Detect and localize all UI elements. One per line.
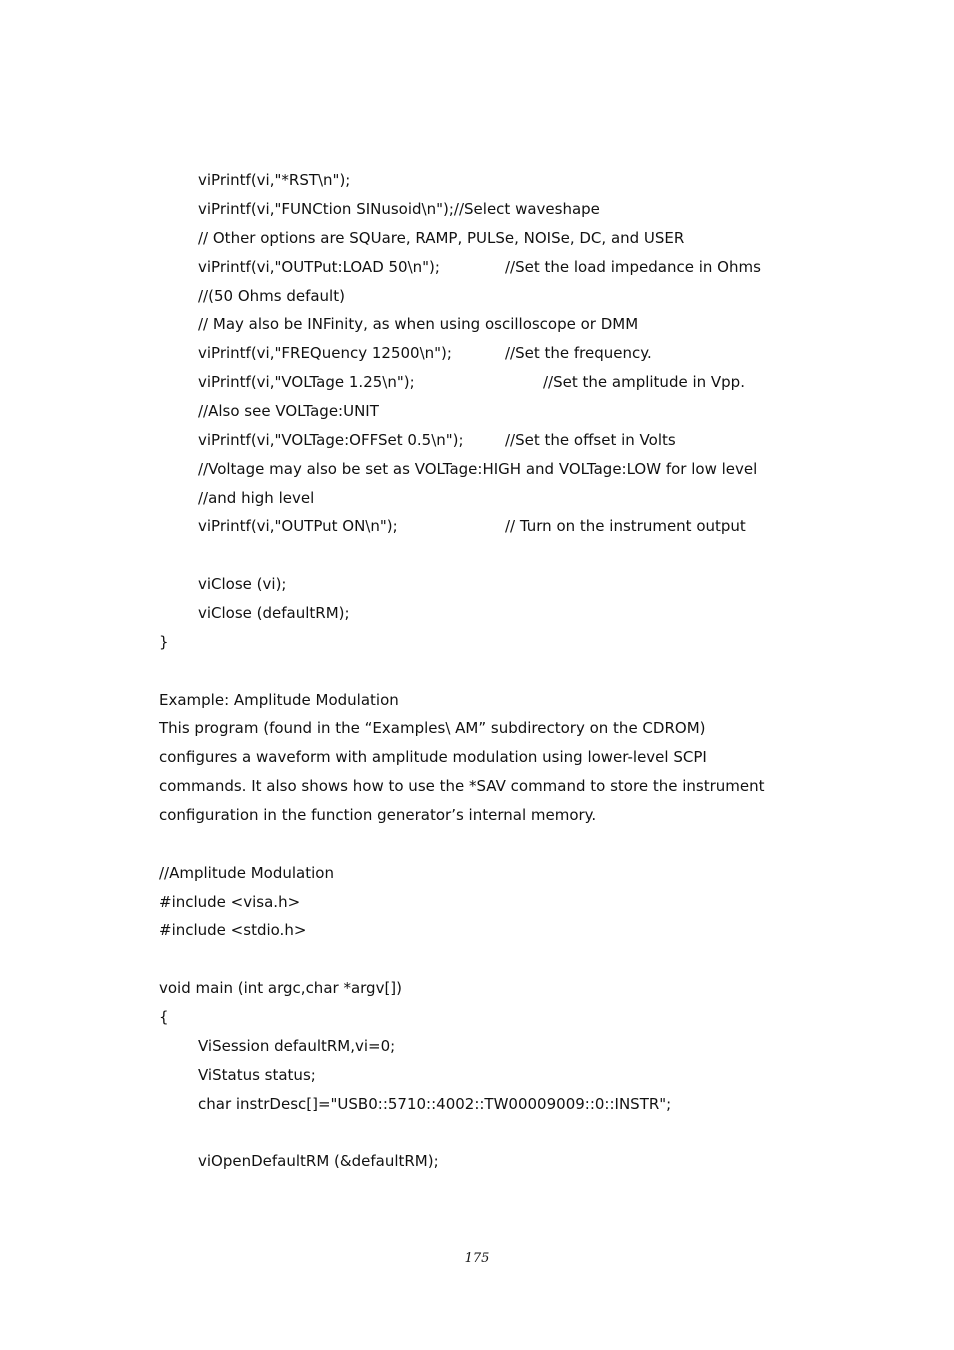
code-line: viPrintf(vi,"OUTPut ON\n"); // Turn on the instrument output	[198, 517, 746, 535]
code-line: //(50 Ohms default)	[198, 287, 345, 305]
code-line: viPrintf(vi,"*RST\n");	[198, 171, 351, 189]
code-line: ViSession defaultRM,vi=0;	[198, 1037, 396, 1055]
code-line: }	[159, 633, 169, 651]
code-comment: //Set the load impedance in Ohms	[505, 258, 761, 276]
code-line: ViStatus status;	[198, 1066, 316, 1084]
paragraph-line: configures a waveform with amplitude modulation using lower-level SCPI	[159, 748, 707, 766]
example-title: Example: Amplitude Modulation	[159, 691, 399, 709]
page-number: 175	[464, 1251, 490, 1266]
code-line: viOpenDefaultRM (&defaultRM);	[198, 1152, 439, 1170]
code-line: // Other options are SQUare, RAMP, PULSe, NOISe, DC, and USER	[198, 229, 685, 247]
code-line: #include <stdio.h>	[159, 921, 307, 939]
code-line: // May also be INFinity, as when using oscilloscope or DMM	[198, 315, 639, 333]
paragraph-line: commands. It also shows how to use the *SAV command to store the instrument	[159, 777, 765, 795]
code-line: //Voltage may also be set as VOLTage:HIGH and VOLTage:LOW for low level	[198, 460, 758, 478]
code-line: viPrintf(vi,"VOLTage 1.25\n"); //Set the amplitude in Vpp.	[198, 373, 745, 391]
code-comment: //Set the offset in Volts	[505, 431, 676, 449]
paragraph-line: This program (found in the “Examples\ AM” subdirectory on the CDROM)	[159, 719, 706, 737]
paragraph-line: configuration in the function generator’s internal memory.	[159, 806, 597, 824]
code-line: viPrintf(vi,"VOLTage:OFFSet 0.5\n"); //Set the offset in Volts	[198, 431, 676, 449]
code-line: viPrintf(vi,"OUTPut:LOAD 50\n"); //Set the load impedance in Ohms	[198, 258, 761, 276]
code-line: viPrintf(vi,"FUNCtion SINusoid\n");//Select waveshape	[198, 200, 600, 218]
code-line: //Amplitude Modulation	[159, 864, 334, 882]
code-line: {	[159, 1008, 169, 1026]
code-line: viClose (vi);	[198, 575, 287, 593]
code-line: viClose (defaultRM);	[198, 604, 350, 622]
code-line: #include <visa.h>	[159, 893, 301, 911]
code-comment: // Turn on the instrument output	[505, 517, 746, 535]
code-comment: //Set the amplitude in Vpp.	[543, 373, 745, 391]
code-line: //and high level	[198, 489, 315, 507]
code-line: char instrDesc[]="USB0::5710::4002::TW00009009::0::INSTR";	[198, 1095, 672, 1113]
code-line: void main (int argc,char *argv[])	[159, 979, 402, 997]
code-line: //Also see VOLTage:UNIT	[198, 402, 379, 420]
code-line: viPrintf(vi,"FREQuency 12500\n"); //Set the frequency.	[198, 344, 652, 362]
code-comment: //Set the frequency.	[505, 344, 652, 362]
